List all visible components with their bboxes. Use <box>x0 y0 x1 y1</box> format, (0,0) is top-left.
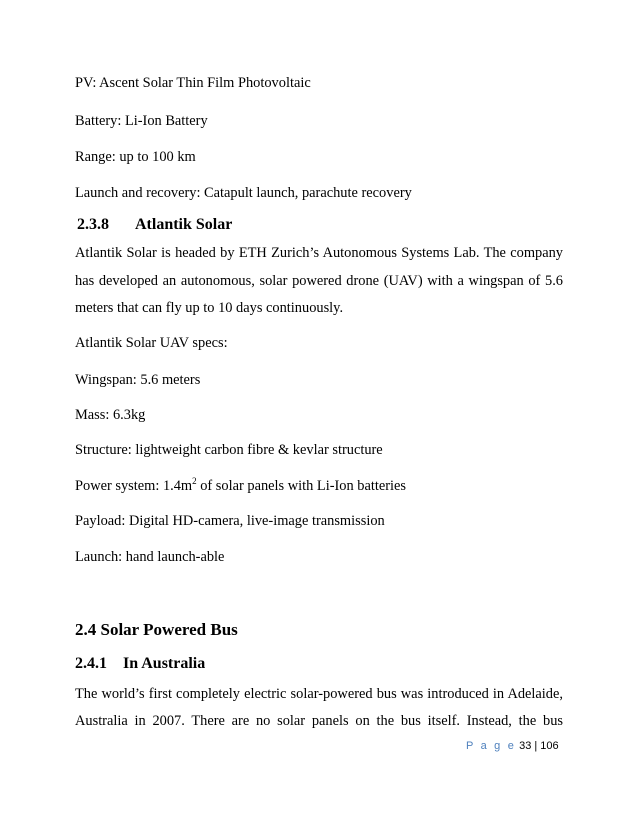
paragraph-line: Australia in 2007. There are no solar panels on the bus itself. Instead, the bus <box>75 713 563 729</box>
section-heading-2-3-8 <box>77 216 232 234</box>
page-footer <box>466 740 559 752</box>
paragraph-line: has developed an autonomous, solar powered drone (UAV) with a wingspan of 5.6 <box>75 273 563 289</box>
range-line: Range: up to 100 km <box>75 149 196 165</box>
paragraph-line: meters that can fly up to 10 days continuously. <box>75 300 344 316</box>
section-heading-2-4-1 <box>75 655 205 673</box>
page-total: 106 <box>540 740 559 752</box>
battery-line: Battery: Li-Ion Battery <box>75 113 208 129</box>
section-number: 2.3.8 <box>77 216 109 233</box>
paragraph-line: The world’s first completely electric solar-powered bus was introduced in Adelaide, <box>75 686 563 702</box>
page-separator: | <box>534 740 538 752</box>
spec-structure: Structure: lightweight carbon fibre & kevlar structure <box>75 442 383 458</box>
section-title: Atlantik Solar <box>135 216 233 233</box>
pv-line: PV: Ascent Solar Thin Film Photovoltaic <box>75 75 311 91</box>
spec-wingspan: Wingspan: 5.6 meters <box>75 372 201 388</box>
spec-payload: Payload: Digital HD-camera, live-image transmission <box>75 513 385 529</box>
power-text-post: of solar panels with Li-Ion batteries <box>196 478 407 494</box>
power-text-pre: Power system: 1.4m <box>75 478 193 494</box>
spec-launch: Launch: hand launch-able <box>75 549 225 565</box>
page-number: 33 <box>519 740 532 752</box>
page-word: P a g e <box>466 740 517 752</box>
launch-recovery-line: Launch and recovery: Catapult launch, parachute recovery <box>75 185 412 201</box>
section-title: In Australia <box>123 655 206 672</box>
section-heading-2-4: 2.4 Solar Powered Bus <box>75 620 238 639</box>
section-number: 2.4.1 <box>75 655 107 672</box>
specs-intro: Atlantik Solar UAV specs: <box>75 335 228 351</box>
spec-power <box>75 477 406 495</box>
spec-mass: Mass: 6.3kg <box>75 407 146 423</box>
paragraph-line: Atlantik Solar is headed by ETH Zurich’s Autonomous Systems Lab. The company <box>75 245 563 261</box>
power-superscript: 2 <box>192 476 197 487</box>
